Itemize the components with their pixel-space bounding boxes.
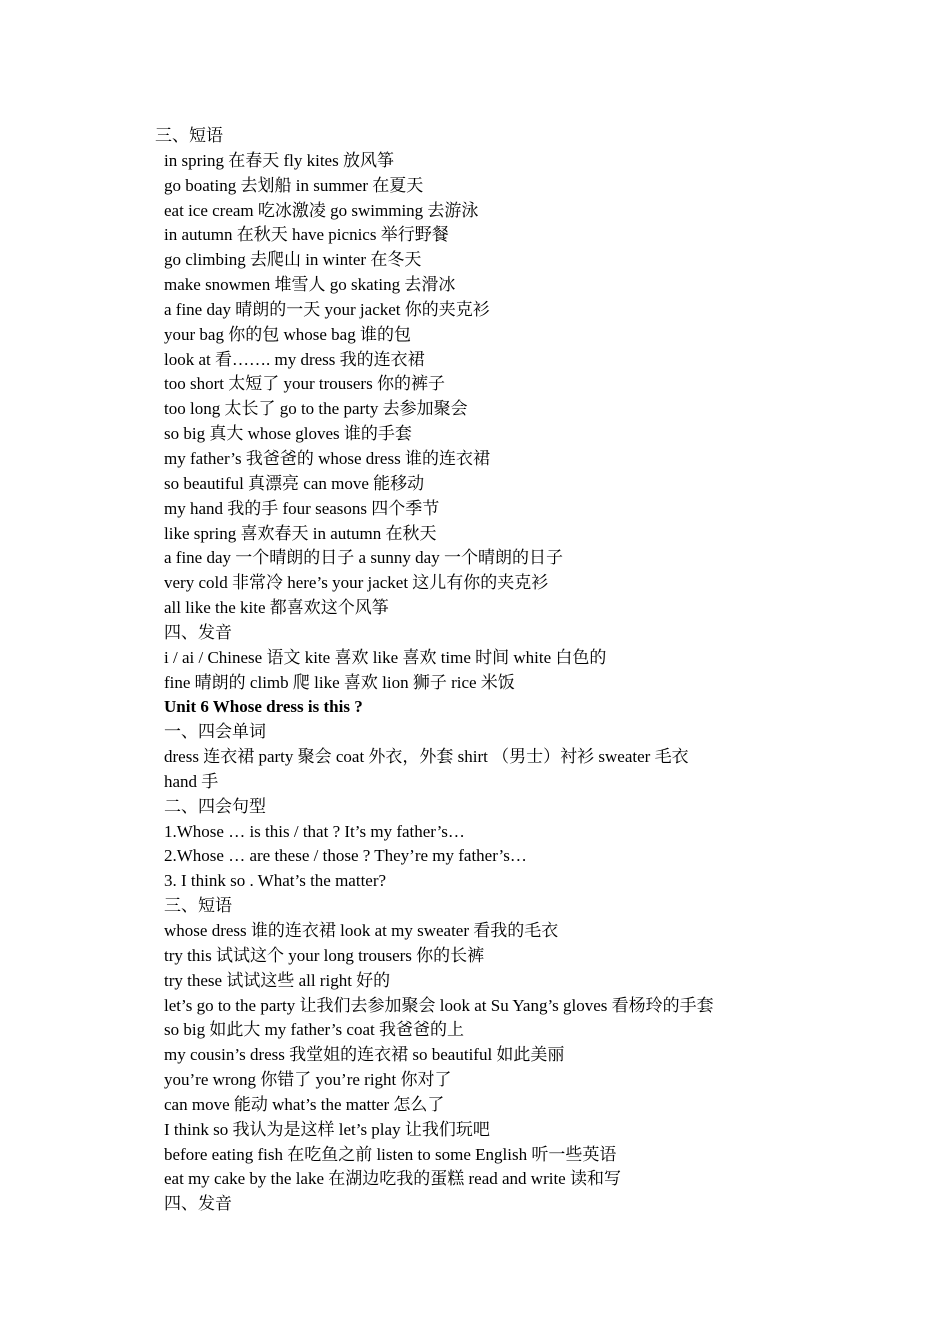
text-line: too long 太长了 go to the party 去参加聚会 — [164, 399, 468, 419]
text-line: a fine day 晴朗的一天 your jacket 你的夹克衫 — [164, 299, 490, 319]
text-line: try these 试试这些 all right 好的 — [164, 970, 391, 990]
document-page — [0, 124, 950, 1217]
text-line: dress 连衣裙 party 聚会 coat 外衣，外套 shirt （男士）衬衫 sweater 毛衣 — [164, 747, 689, 767]
text-line: look at 看……. my dress 我的连衣裙 — [164, 349, 425, 369]
text-line: 3. I think so . What’s the matter? — [164, 871, 387, 891]
section-heading-phrases: 三、短语 — [155, 126, 223, 145]
text-line: my cousin’s dress 我堂姐的连衣裙 so beautiful 如此美丽 — [164, 1045, 565, 1065]
text-line: try this 试试这个 your long trousers 你的长裤 — [164, 945, 485, 965]
text-line: go boating 去划船 in summer 在夏天 — [164, 175, 424, 195]
text-line: whose dress 谁的连衣裙 look at my sweater 看我的毛衣 — [164, 921, 559, 940]
text-line: make snowmen 堆雪人 go skating 去滑冰 — [164, 275, 456, 295]
text-line: before eating fish 在吃鱼之前 listen to some English 听一些英语 — [164, 1144, 617, 1164]
text-line: 2.Whose … are these / those ? They’re my father’s… — [164, 846, 527, 866]
text-line: you’re wrong 你错了 you’re right 你对了 — [164, 1070, 452, 1090]
text-line: your bag 你的包 whose bag 谁的包 — [164, 324, 411, 344]
section-heading-words: 一、四会单词 — [164, 722, 266, 742]
text-line: my father’s 我爸爸的 whose dress 谁的连衣裙 — [164, 448, 490, 468]
unit-title: Unit 6 Whose dress is this ? — [164, 697, 363, 717]
text-line: go climbing 去爬山 in winter 在冬天 — [164, 250, 422, 270]
text-line: so beautiful 真漂亮 can move 能移动 — [164, 473, 425, 493]
text-line: too short 太短了 your trousers 你的裤子 — [164, 374, 445, 394]
section-heading-pronunciation: 四、发音 — [164, 1194, 232, 1214]
text-line: eat ice cream 吃冰激凌 go swimming 去游泳 — [164, 200, 479, 220]
text-line: so big 真大 whose gloves 谁的手套 — [164, 424, 412, 444]
text-line: let’s go to the party 让我们去参加聚会 look at Su Yang’s gloves 看杨玲的手套 — [164, 995, 714, 1015]
text-line: a fine day 一个晴朗的日子 a sunny day 一个晴朗的日子 — [164, 548, 563, 568]
text-line: 1.Whose … is this / that ? It’s my father’s… — [164, 821, 465, 841]
text-line: very cold 非常冷 here’s your jacket 这儿有你的夹克衫 — [164, 573, 549, 593]
text-line: I think so 我认为是这样 let’s play 让我们玩吧 — [164, 1119, 490, 1139]
text-line: so big 如此大 my father’s coat 我爸爸的上 — [164, 1020, 464, 1040]
section-heading-phrases: 三、短语 — [164, 896, 232, 916]
text-line: eat my cake by the lake 在湖边吃我的蛋糕 read and write 读和写 — [164, 1169, 621, 1189]
text-line: i / ai / Chinese 语文 kite 喜欢 like 喜欢 time 时间 white 白色的 — [164, 647, 607, 667]
text-line: hand 手 — [164, 771, 219, 791]
section-heading-sentences: 二、四会句型 — [164, 796, 266, 816]
text-line: all like the kite 都喜欢这个风筝 — [164, 598, 389, 618]
text-line: can move 能动 what’s the matter 怎么了 — [164, 1094, 445, 1114]
section-heading-pronunciation: 四、发音 — [164, 622, 232, 642]
text-line: in autumn 在秋天 have picnics 举行野餐 — [164, 225, 449, 245]
text-line: in spring 在春天 fly kites 放风筝 — [164, 150, 394, 170]
text-line: my hand 我的手 four seasons 四个季节 — [164, 498, 440, 518]
text-line: like spring 喜欢春天 in autumn 在秋天 — [164, 523, 437, 543]
text-line: fine 晴朗的 climb 爬 like 喜欢 lion 狮子 rice 米饭 — [164, 672, 515, 692]
